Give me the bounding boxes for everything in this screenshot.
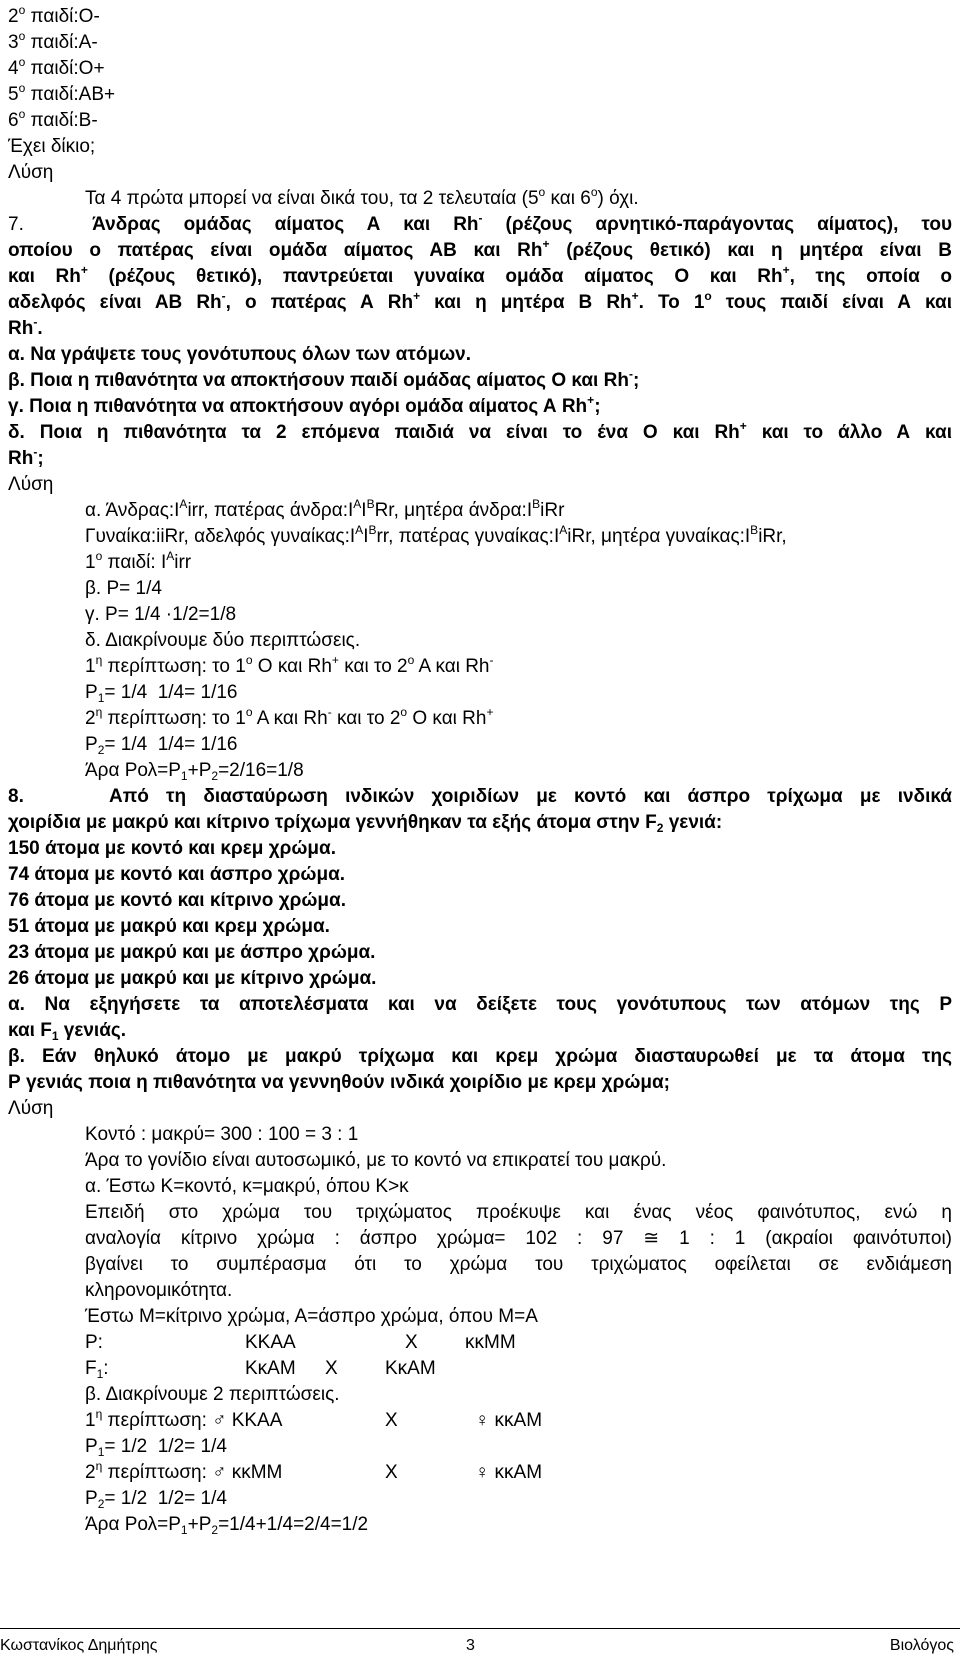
text-line: Τα 4 πρώτα μπορεί να είναι δικά του, τα 2 τελευταία ($5^o$ και $6^o$) όχι. — [85, 185, 639, 209]
cross-parental: P: ΚΚΑΑ Χ κκΜΜ — [85, 1332, 516, 1353]
question-8-line: 76 άτομα με κοντό και κίτρινο χρώμα. — [8, 890, 347, 911]
solution-heading: Λύση — [8, 474, 54, 495]
solution-line: $P_1= 1/2$ 1/2= 1/4 — [85, 1436, 227, 1459]
footer-subject: Βιολόγος — [889, 1637, 954, 1654]
text-line: $4^o$ παιδί:Ο+ — [8, 55, 105, 79]
solution-line: βγαίνει το συμπέρασμα ότι το χρώμα του τριχώματος οφείλεται σε ενδιάμεση — [85, 1254, 952, 1275]
solution-line: $P_2= 1/4$ 1/4= 1/16 — [85, 734, 238, 757]
question-7a: α. Να γράψετε τους γονότυπους όλων των ατόμων. — [8, 344, 471, 365]
case-1-cross: $1^\eta$ περίπτωση: ♂ ΚΚΑΑ Χ ♀ κκΑΜ — [85, 1407, 543, 1431]
question-8a: και $F_1$ γενιάς. — [8, 1020, 127, 1043]
footer-divider — [0, 1628, 960, 1629]
question-7-line: αδελφός είναι ΑΒ Rh-, ο πατέρας Α Rh+ και η μητέρα Β Rh+. Το $1^o$ τους παιδί είναι Α και — [8, 289, 952, 313]
solution-line: α. Έστω Κ=κοντό, κ=μακρύ, όπου Κ>κ — [85, 1176, 409, 1197]
question-7b: β. Ποια η πιθανότητα να αποκτήσουν παιδί ομάδας αίματος Ο και Rh-; — [8, 367, 640, 391]
question-7-line: οποίου ο πατέρας είναι ομάδα αίματος ΑΒ και Rh+ (ρέζους θετικό) και η μητέρα είναι Β — [8, 237, 952, 261]
solution-line: $P_1= 1/4$ 1/4= 1/16 — [85, 682, 238, 705]
question-7-line: 7. Άνδρας ομάδας αίματος Α και Rh- (ρέζους αρνητικό-παράγοντας αίματος), του — [8, 211, 952, 235]
footer-page-number: 3 — [466, 1637, 475, 1654]
question-7-line: Rh-. — [8, 315, 43, 339]
solution-line: κληρονομικότητα. — [85, 1280, 233, 1301]
solution-line: αναλογία κίτρινο χρώμα : άσπρο χρώμα= 102 : 97 ≅ 1 : 1 (ακραίοι φαινότυποι) — [85, 1228, 952, 1249]
solution-line: $P_2= 1/2$ 1/2= 1/4 — [85, 1488, 227, 1511]
solution-heading: Λύση — [8, 162, 54, 183]
text-line: $6^o$ παιδί:Β- — [8, 107, 98, 131]
question-8-line: 74 άτομα με κοντό και άσπρο χρώμα. — [8, 864, 346, 885]
solution-line: Άρα $Po\lambda=P_1+P_2=1/4+1/4=2/4=1/2$ — [85, 1514, 369, 1537]
female-symbol-icon: ♀ — [475, 1462, 490, 1483]
question-7d: δ. Ποια η πιθανότητα τα 2 επόμενα παιδιά να είναι το ένα Ο και Rh+ και το άλλο Α και — [8, 419, 952, 443]
solution-line: δ. Διακρίνουμε δύο περιπτώσεις. — [85, 630, 361, 651]
male-symbol-icon: ♂ — [212, 1410, 227, 1431]
question-8-line: 26 άτομα με μακρύ και με κίτρινο χρώμα. — [8, 968, 377, 989]
text-line: $5^o$ παιδί:ΑΒ+ — [8, 81, 116, 105]
solution-line: $2^\eta$ περίπτωση: το $1^o$ Α και Rh- και το $2^o$ Ο και Rh+ — [85, 705, 494, 729]
question-8b: β. Εάν θηλυκό άτομο με μακρύ τρίχωμα και κρεμ χρώμα διασταυρωθεί με τα άτομα της — [8, 1046, 952, 1067]
text-line: $2^o$ παιδί:Ο- — [8, 3, 100, 27]
question-8-line: 150 άτομα με κοντό και κρεμ χρώμα. — [8, 838, 337, 859]
question-8a: α. Να εξηγήσετε τα αποτελέσματα και να δείξετε τους γονότυπους των ατόμων της Ρ — [8, 994, 952, 1015]
question-7c: γ. Ποια η πιθανότητα να αποκτήσουν αγόρι ομάδα αίματος Α Rh+; — [8, 393, 601, 417]
solution-line: Επειδή στο χρώμα του τριχώματος προέκυψε και ένας νέος φαινότυπος, ενώ η — [85, 1202, 952, 1223]
solution-line: β. Διακρίνουμε 2 περιπτώσεις. — [85, 1384, 340, 1405]
solution-heading: Λύση — [8, 1098, 54, 1119]
solution-line: γ. P= 1/4 ·1/2=1/8 — [85, 604, 237, 625]
question-7-line: και Rh+ (ρέζους θετικό), παντρεύεται γυναίκα ομάδα αίματος Ο και Rh+, της οποία ο — [8, 263, 952, 287]
female-symbol-icon: ♀ — [475, 1410, 490, 1431]
solution-line: Έστω Μ=κίτρινο χρώμα, Α=άσπρο χρώμα, όπου Μ=Α — [85, 1306, 538, 1327]
solution-line: β. P= 1/4 — [85, 578, 162, 599]
solution-line: Γυναίκα:iiRr, αδελφός $\gamma\upsilon\nu\alpha ί\kappa\alpha\varsigma:I^AI^Brr$, πατέρας $\gamma\upsilon\nu\alpha ί\kappa\alpha\varsigma:I^AiRr$, μητέρα $\gamma\upsilon\nu\alpha ί\kappa\alpha\varsigma:I^BiRr$, — [85, 523, 787, 547]
question-8b: Ρ γενιάς ποια η πιθανότητα να γεννηθούν ινδικά χοιρίδιο με κρεμ χρώμα; — [8, 1072, 671, 1093]
footer-author: Κωστανίκος Δημήτρης — [0, 1637, 158, 1654]
solution-line: α. $Ά\nu\delta\rho\alpha\varsigma:I^Airr$, πατέρας $ά\nu\delta\rho\alpha:I^AI^BRr$, μητέρα $ά\nu\delta\rho\alpha:I^BiRr$ — [85, 497, 565, 521]
cross-f1: $F_1$: ΚκΑΜ Χ ΚκΑΜ — [85, 1358, 436, 1381]
question-8-line: χοιρίδια με μακρύ και κίτρινο τρίχωμα γεννήθηκαν τα εξής άτομα στην $F_2$ γενιά: — [8, 812, 723, 835]
solution-line: Κοντό : μακρύ= 300 : 100 = 3 : 1 — [85, 1124, 359, 1145]
male-symbol-icon: ♂ — [212, 1462, 227, 1483]
case-2-cross: $2^\eta$ περίπτωση: ♂ κκΜΜ Χ ♀ κκΑΜ — [85, 1459, 543, 1483]
text-line: $3^o$ παιδί:Α- — [8, 29, 98, 53]
text-line: Έχει δίκιο; — [8, 136, 96, 157]
solution-line: Άρα $Po\lambda=P_1+P_2=2/16=1/8$ — [85, 760, 304, 783]
question-8-line: 51 άτομα με μακρύ και κρεμ χρώμα. — [8, 916, 330, 937]
question-7d: Rh-; — [8, 445, 44, 469]
question-8-line: 8. Από τη διασταύρωση ινδικών χοιριδίων με κοντό και άσπρο τρίχωμα με ινδικά — [8, 786, 952, 807]
solution-line: $1^\eta$ περίπτωση: το $1^o$ Ο και Rh+ και το $2^o$ Α και Rh- — [85, 653, 494, 677]
solution-line: $1^o$ παιδί: $I^Airr$ — [85, 549, 192, 573]
solution-line: Άρα το γονίδιο είναι αυτοσωμικό, με το κοντό να επικρατεί του μακρύ. — [85, 1150, 667, 1171]
question-8-line: 23 άτομα με μακρύ και με άσπρο χρώμα. — [8, 942, 376, 963]
page-footer — [0, 1628, 960, 1656]
